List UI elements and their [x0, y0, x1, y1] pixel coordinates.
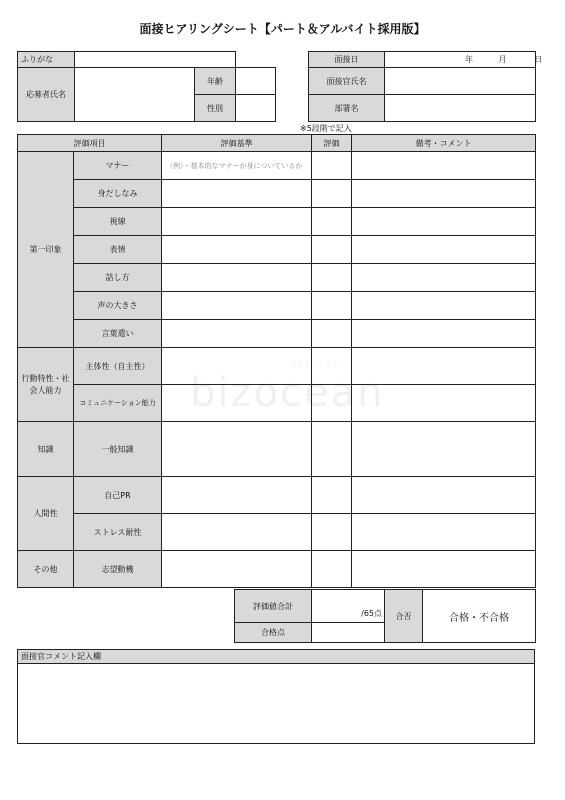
score-cell[interactable] — [312, 264, 352, 292]
criteria-cell[interactable] — [162, 551, 312, 588]
criteria-cell[interactable] — [162, 236, 312, 264]
interviewer-name-field[interactable] — [385, 68, 536, 95]
header-comment: 備考・コメント — [352, 135, 536, 152]
score-cell[interactable] — [312, 236, 352, 264]
score-cell[interactable] — [312, 422, 352, 477]
gender-field[interactable] — [236, 95, 276, 122]
comment-cell[interactable] — [352, 236, 536, 264]
watermark-logo: bizocean — [190, 370, 385, 416]
pass-mark-label: 合格点 — [235, 623, 312, 643]
comment-cell[interactable] — [352, 422, 536, 477]
date-year: 年 — [465, 55, 473, 64]
score-cell[interactable] — [312, 320, 352, 348]
score-cell[interactable] — [312, 152, 352, 180]
score-cell[interactable] — [312, 514, 352, 551]
criteria-cell[interactable] — [162, 514, 312, 551]
category-knowledge: 知識 — [18, 422, 74, 477]
header-eval-criteria: 評価基準 — [162, 135, 312, 152]
criteria-cell[interactable] — [162, 264, 312, 292]
comment-cell[interactable] — [352, 264, 536, 292]
item-communication: コミュニケーション能力 — [74, 385, 162, 422]
category-first-impression: 第一印象 — [18, 152, 74, 348]
comment-cell[interactable] — [352, 477, 536, 514]
criteria-cell[interactable] — [162, 292, 312, 320]
pass-mark-field[interactable] — [312, 623, 385, 643]
item-general-knowledge: 一般知識 — [74, 422, 162, 477]
criteria-cell[interactable] — [162, 422, 312, 477]
criteria-cell[interactable] — [162, 208, 312, 236]
page-title: 面接ヒアリングシート【パート＆アルバイト採用版】 — [139, 22, 426, 36]
gender-label: 性別 — [195, 95, 236, 122]
applicant-name-label: 応募者氏名 — [18, 68, 75, 122]
department-label: 部署名 — [309, 95, 385, 122]
comment-cell[interactable] — [352, 514, 536, 551]
watermark-sub: ビズオーシャン — [290, 361, 339, 369]
score-cell[interactable] — [312, 292, 352, 320]
interview-date-label: 面接日 — [309, 52, 385, 68]
furigana-label: ふりがな — [18, 52, 75, 68]
evaluation-table — [17, 134, 536, 588]
comment-cell[interactable] — [352, 292, 536, 320]
applicant-info-table — [17, 51, 276, 122]
interviewer-info-table — [308, 51, 543, 122]
applicant-name-field[interactable] — [75, 68, 195, 122]
criteria-cell[interactable] — [162, 477, 312, 514]
scale-note: ※5段階で記入 — [300, 124, 352, 133]
item-eye-contact: 視線 — [74, 208, 162, 236]
comment-section-label: 面接官コメント記入欄 — [18, 650, 535, 664]
score-cell[interactable] — [312, 208, 352, 236]
item-manner: マナー — [74, 152, 162, 180]
item-stress-tolerance: ストレス耐性 — [74, 514, 162, 551]
comment-section-field[interactable] — [18, 664, 535, 744]
criteria-cell[interactable] — [162, 320, 312, 348]
total-score-field[interactable] — [312, 590, 385, 623]
category-other: その他 — [18, 551, 74, 588]
result-label: 合否 — [385, 590, 423, 643]
comment-cell[interactable] — [352, 180, 536, 208]
comment-cell[interactable] — [352, 208, 536, 236]
age-label: 年齢 — [195, 68, 236, 95]
score-cell[interactable] — [312, 180, 352, 208]
header-eval-item: 評価項目 — [18, 135, 162, 152]
date-day: 日 — [534, 55, 543, 64]
header-eval-score: 評価 — [312, 135, 352, 152]
comment-cell[interactable] — [352, 320, 536, 348]
department-field[interactable] — [385, 95, 536, 122]
summary-table — [234, 589, 536, 643]
item-voice-volume: 声の大きさ — [74, 292, 162, 320]
item-speaking: 話し方 — [74, 264, 162, 292]
comment-cell[interactable] — [352, 152, 536, 180]
furigana-field[interactable] — [75, 52, 236, 68]
category-personality: 人間性 — [18, 477, 74, 551]
interview-date-field[interactable] — [385, 52, 543, 68]
item-expression: 表情 — [74, 236, 162, 264]
category-behavior: 行動特性・社会人能力 — [18, 348, 74, 422]
score-cell[interactable] — [312, 551, 352, 588]
item-self-pr: 自己PR — [74, 477, 162, 514]
total-score-label: 評価値合計 — [235, 590, 312, 623]
item-wording: 言葉遣い — [74, 320, 162, 348]
item-motivation: 志望動機 — [74, 551, 162, 588]
comment-cell[interactable] — [352, 551, 536, 588]
interviewer-name-label: 面接官氏名 — [309, 68, 385, 95]
comment-section — [17, 649, 535, 744]
criteria-example[interactable]: （例）・基本的なマナーが身についているか — [162, 152, 312, 180]
result-value[interactable]: 合格・不合格 — [423, 590, 536, 643]
criteria-cell[interactable] — [162, 180, 312, 208]
item-initiative: 主体性（自主性） — [74, 348, 162, 385]
item-appearance: 身だしなみ — [74, 180, 162, 208]
date-month: 月 — [498, 55, 507, 64]
age-field[interactable] — [236, 68, 276, 95]
total-score-suffix: /65点 — [361, 609, 382, 618]
score-cell[interactable] — [312, 477, 352, 514]
